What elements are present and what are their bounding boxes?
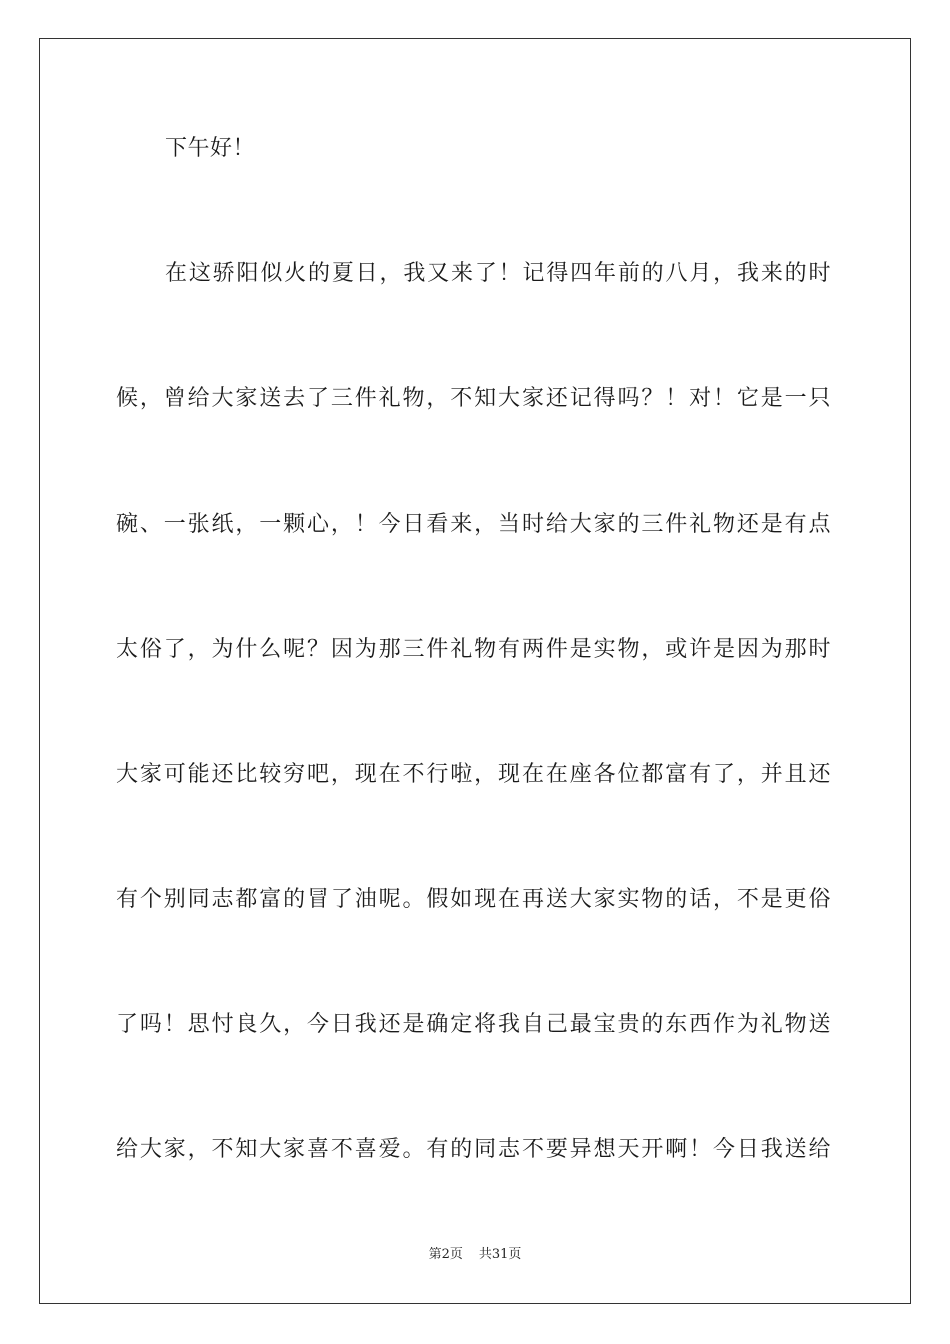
page-border — [39, 38, 911, 1304]
body-line-5: 大家可能还比较穷吧，现在不行啦，现在在座各位都富有了，并且还 — [116, 762, 831, 787]
body-line-4: 太俗了，为什么呢？因为那三件礼物有两件是实物，或许是因为那时 — [116, 637, 831, 662]
body-line-2: 候，曾给大家送去了三件礼物，不知大家还记得吗？！对！它是一只 — [116, 386, 831, 411]
body-line-1: 在这骄阳似火的夏日，我又来了！记得四年前的八月，我来的时 — [165, 261, 831, 286]
body-line-6: 有个别同志都富的冒了油呢。假如现在再送大家实物的话，不是更俗 — [116, 887, 831, 912]
page-footer — [0, 1246, 950, 1264]
page-total: 共31页 — [478, 1247, 522, 1262]
body-line-8: 给大家，不知大家喜不喜爱。有的同志不要异想天开啊！今日我送给 — [116, 1137, 831, 1162]
page-number: 第2页 — [428, 1247, 463, 1262]
body-line-3: 碗、一张纸，一颗心，！今日看来，当时给大家的三件礼物还是有点 — [116, 512, 831, 537]
body-line-7: 了吗！思忖良久，今日我还是确定将我自己最宝贵的东西作为礼物送 — [116, 1012, 831, 1037]
greeting-line: 下午好！ — [165, 136, 256, 161]
